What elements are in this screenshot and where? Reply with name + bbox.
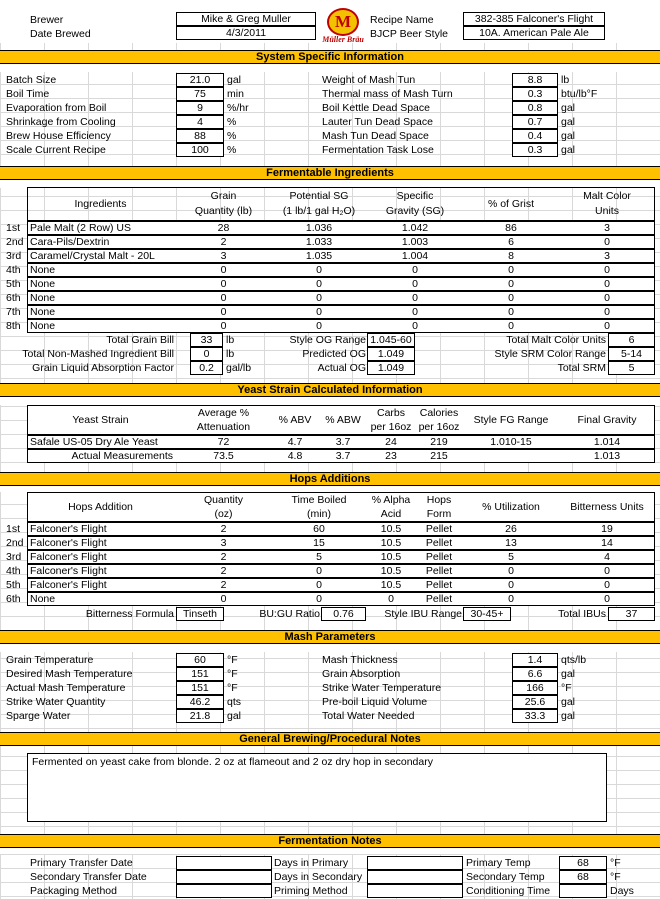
mash-unit: °F (227, 668, 238, 680)
non-mashed-unit: lb (226, 348, 235, 360)
fermentation-field[interactable]: 68 (559, 870, 607, 884)
fermentation-field[interactable] (176, 870, 272, 884)
hop-time[interactable]: 60 (313, 523, 325, 535)
actual-og-label: Actual OG (317, 362, 366, 374)
fermentable-grist: 0 (508, 306, 514, 318)
hops-section-header: Hops Additions (0, 472, 660, 486)
total-grain-label: Total Grain Bill (106, 334, 174, 346)
hop-name[interactable]: Falconer's Flight (30, 579, 107, 591)
hop-alpha[interactable]: 10.5 (380, 537, 402, 549)
col-mcu-1: Malt Color (583, 190, 631, 202)
row-ordinal: 2nd (6, 236, 24, 248)
col-hops-util: % Utilization (482, 501, 540, 513)
col-yeast-strain: Yeast Strain (72, 414, 129, 426)
mash-value-field[interactable]: 60 (176, 653, 224, 667)
mash-section-header: Mash Parameters (0, 630, 660, 644)
mash-unit: °F (561, 682, 572, 694)
formula-value[interactable]: Tinseth (176, 607, 224, 621)
mash-value-field[interactable]: 25.6 (512, 695, 558, 709)
row-ordinal: 4th (6, 565, 21, 577)
recipe-label: Recipe Name (370, 14, 434, 26)
hop-alpha[interactable]: 10.5 (380, 579, 402, 591)
yeast-cal-value: 219 (430, 436, 448, 448)
mash-value-field[interactable]: 166 (512, 681, 558, 695)
col-hops-qty-1: Quantity (203, 494, 244, 506)
srm-range-label: Style SRM Color Range (494, 348, 606, 360)
mash-value-field[interactable]: 151 (176, 667, 224, 681)
col-hops-bu: Bitterness Units (570, 501, 644, 513)
col-hops-name: Hops Addition (68, 501, 133, 513)
system-label: Brew House Efficiency (6, 130, 111, 142)
fermentation-label: Secondary Transfer Date (30, 871, 147, 883)
system-unit: gal (561, 144, 576, 156)
fermentation-unit: Days (610, 885, 634, 897)
fermentables-section-header: Fermentable Ingredients (0, 166, 660, 180)
fermentable-qty[interactable]: 0 (220, 292, 227, 304)
fermentable-mcu: 0 (604, 320, 610, 332)
fermentable-sg: 1.003 (401, 236, 429, 248)
fermentable-qty[interactable]: 28 (217, 222, 230, 234)
system-unit: % (227, 144, 237, 156)
fermentable-grist: 86 (505, 222, 517, 234)
system-unit: gal (561, 102, 576, 114)
fermentable-sg: 1.042 (401, 222, 429, 234)
yeast-carbs-value: 24 (385, 436, 397, 448)
system-section-header: System Specific Information (0, 50, 660, 64)
system-label: Mash Tun Dead Space (322, 130, 429, 142)
mash-value-field[interactable]: 151 (176, 681, 224, 695)
system-unit: %/hr (227, 102, 249, 114)
col-cal-1: Calories (419, 407, 459, 419)
mash-label: Grain Absorption (322, 668, 401, 680)
mash-unit: °F (227, 654, 238, 666)
hop-qty[interactable]: 2 (220, 551, 227, 563)
fermentable-mcu: 3 (604, 222, 610, 234)
style-label: BJCP Beer Style (370, 28, 449, 40)
hop-qty[interactable]: 0 (220, 593, 227, 605)
absorption-unit: gal/lb (226, 362, 252, 374)
hop-bu: 4 (604, 551, 610, 563)
col-hops-alpha-1: % Alpha (371, 494, 411, 506)
mash-value-field[interactable]: 46.2 (176, 695, 224, 709)
fermentable-sg: 0 (412, 264, 418, 276)
actual-att-value[interactable]: 73.5 (213, 450, 234, 462)
mash-unit: qts (227, 696, 242, 708)
col-mcu-2: Units (595, 205, 619, 217)
hop-qty[interactable]: 2 (220, 523, 227, 535)
fermentation-label: Days in Primary (274, 857, 349, 869)
hop-util: 0 (508, 579, 514, 591)
mash-label: Actual Mash Temperature (6, 682, 126, 694)
row-ordinal: 8th (6, 320, 21, 332)
fermentable-qty[interactable]: 0 (220, 320, 227, 332)
row-ordinal: 1st (6, 523, 21, 535)
hop-name[interactable]: Falconer's Flight (30, 523, 107, 535)
col-ingredients: Ingredients (74, 198, 127, 210)
fermentable-name[interactable]: None (30, 264, 56, 276)
system-value-field[interactable]: 0.3 (512, 143, 558, 157)
col-hops-time-2: (min) (307, 508, 331, 520)
brewer-field[interactable]: Mike & Greg Muller (176, 12, 316, 26)
hop-util: 26 (505, 523, 517, 535)
col-att-2: Attenuation (196, 421, 251, 433)
mcu-label: Total Malt Color Units (506, 334, 606, 346)
logo-text: Müller Bräu (322, 35, 364, 44)
hop-bu: 19 (601, 523, 613, 535)
fermentable-grist: 0 (508, 320, 514, 332)
system-value-field[interactable]: 9 (176, 101, 224, 115)
fermentation-field[interactable]: 68 (559, 856, 607, 870)
fermentable-qty[interactable]: 2 (220, 236, 227, 248)
system-unit: gal (561, 116, 576, 128)
hop-alpha[interactable]: 10.5 (380, 523, 402, 535)
col-hops-form-2: Form (426, 508, 452, 520)
fermentable-psg: 0 (316, 320, 322, 332)
fermentable-sg: 0 (412, 292, 418, 304)
ibu-range-label: Style IBU Range (384, 608, 462, 620)
total-ibu-value: 37 (608, 607, 655, 621)
actual-cal-value: 215 (430, 450, 448, 462)
hop-form[interactable]: Pellet (425, 523, 453, 535)
yeast-att-value: 72 (217, 436, 230, 448)
fermentable-mcu: 0 (604, 292, 610, 304)
fermentable-grist: 0 (508, 264, 514, 276)
hop-bu: 0 (604, 579, 610, 591)
fermentable-sg: 0 (412, 306, 418, 318)
col-hops-qty-2: (oz) (214, 508, 233, 520)
mash-label: Sparge Water (6, 710, 71, 722)
col-sg-2: Gravity (SG) (385, 205, 445, 217)
fermentable-name[interactable]: Cara-Pils/Dextrin (30, 236, 110, 248)
system-label: Fermentation Task Lose (322, 144, 434, 156)
hop-form[interactable]: Pellet (425, 551, 453, 563)
fermentable-qty[interactable]: 0 (220, 278, 227, 290)
mash-label: Strike Water Temperature (322, 682, 442, 694)
system-value-field[interactable]: 0.7 (512, 115, 558, 129)
formula-label: Bitterness Formula (85, 608, 174, 620)
fermentation-label: Secondary Temp (466, 871, 545, 883)
actual-og-value[interactable]: 1.049 (367, 361, 415, 375)
pred-og-value: 1.049 (367, 347, 415, 361)
system-label: Evaporation from Boil (6, 102, 107, 114)
hop-time[interactable]: 5 (316, 551, 322, 563)
row-ordinal: 1st (6, 222, 21, 234)
yeast-fg-value: 1.014 (593, 436, 621, 448)
system-value-field[interactable]: 75 (176, 87, 224, 101)
fermentable-name[interactable]: None (30, 320, 56, 332)
yeast-fg-range-value: 1.010-15 (490, 436, 532, 448)
fermentable-name[interactable]: None (30, 278, 56, 290)
fermentation-unit: °F (610, 871, 621, 883)
fermentable-grist: 0 (508, 292, 514, 304)
fermentation-field[interactable] (367, 856, 463, 870)
actual-abw-value: 3.7 (335, 450, 351, 462)
system-unit: % (227, 116, 237, 128)
col-grain-1: Grain (210, 190, 237, 202)
absorption-label: Grain Liquid Absorption Factor (32, 362, 174, 374)
actual-label: Actual Measurements (71, 450, 173, 462)
non-mashed-label: Total Non-Mashed Ingredient Bill (22, 348, 174, 360)
actual-carbs-value: 23 (385, 450, 397, 462)
hop-qty[interactable]: 2 (220, 565, 227, 577)
fermentation-label: Priming Method (274, 885, 348, 897)
row-ordinal: 6th (6, 593, 21, 605)
fermentable-mcu: 3 (604, 250, 610, 262)
fermentable-psg: 1.033 (305, 236, 333, 248)
system-label: Lauter Tun Dead Space (322, 116, 433, 128)
pred-og-label: Predicted OG (302, 348, 366, 360)
system-value-field[interactable]: 0.4 (512, 129, 558, 143)
system-unit: btu/lb°F (561, 88, 598, 100)
srm-range-value: 5-14 (608, 347, 655, 361)
system-value-field[interactable]: 0.8 (512, 101, 558, 115)
fermentation-field[interactable] (367, 870, 463, 884)
hop-name[interactable]: Falconer's Flight (30, 551, 107, 563)
ratio-value: 0.76 (321, 607, 366, 621)
mash-unit: gal (561, 668, 576, 680)
system-label: Scale Current Recipe (6, 144, 106, 156)
mash-label: Grain Temperature (6, 654, 94, 666)
hop-name[interactable]: Falconer's Flight (30, 537, 107, 549)
mash-label: Total Water Needed (322, 710, 415, 722)
col-fg: Final Gravity (577, 414, 637, 426)
date-field[interactable]: 4/3/2011 (176, 26, 316, 40)
fermentation-field[interactable] (367, 884, 463, 898)
fermentation-unit: °F (610, 857, 621, 869)
total-ibu-label: Total IBUs (558, 608, 606, 620)
brewery-logo: M Müller Bräu (320, 8, 366, 46)
system-value-field[interactable]: 0.3 (512, 87, 558, 101)
col-hops-alpha-2: Acid (380, 508, 402, 520)
row-ordinal: 4th (6, 264, 21, 276)
col-abw: % ABW (325, 414, 361, 426)
fermentation-field[interactable] (176, 884, 272, 898)
fermentation-label: Primary Transfer Date (30, 857, 133, 869)
system-value-field[interactable]: 88 (176, 129, 224, 143)
mash-unit: gal (561, 710, 576, 722)
system-label: Thermal mass of Mash Turn (322, 88, 453, 100)
og-range-value: 1.045-60 (367, 333, 415, 347)
system-label: Boil Time (6, 88, 50, 100)
recipe-field[interactable]: 382-385 Falconer's Flight (463, 12, 605, 26)
fermentable-psg: 1.035 (305, 250, 333, 262)
fermentation-field[interactable] (176, 856, 272, 870)
row-ordinal: 7th (6, 306, 21, 318)
mash-label: Mash Thickness (322, 654, 398, 666)
col-abv: % ABV (278, 414, 312, 426)
hop-name[interactable]: Falconer's Flight (30, 565, 107, 577)
srm-value: 5 (608, 361, 655, 375)
total-grain-value: 33 (190, 333, 223, 347)
fermentation-label: Conditioning Time (466, 885, 551, 897)
system-value-field[interactable]: 21.0 (176, 73, 224, 87)
fermentable-name[interactable]: None (30, 292, 56, 304)
srm-label: Total SRM (557, 362, 606, 374)
fermentable-mcu: 0 (604, 264, 610, 276)
hop-bu: 0 (604, 565, 610, 577)
fermentable-qty[interactable]: 3 (220, 250, 227, 262)
system-value-field[interactable]: 100 (176, 143, 224, 157)
mash-value-field[interactable]: 1.4 (512, 653, 558, 667)
non-mashed-value: 0 (190, 347, 223, 361)
hop-util: 5 (508, 551, 514, 563)
yeast-strain-value[interactable]: Safale US-05 Dry Ale Yeast (30, 436, 158, 448)
mash-unit: gal (227, 710, 242, 722)
ibu-range-value: 30-45+ (463, 607, 511, 621)
col-fg-range: Style FG Range (473, 414, 549, 426)
actual-fg-value[interactable]: 1.013 (593, 450, 621, 462)
fermentable-qty[interactable]: 0 (220, 264, 227, 276)
system-label: Batch Size (6, 74, 57, 86)
system-unit: min (227, 88, 244, 100)
fermentation-label: Packaging Method (30, 885, 117, 897)
hop-util: 13 (505, 537, 517, 549)
system-label: Weight of Mash Tun (322, 74, 416, 86)
fermentable-mcu: 0 (604, 236, 610, 248)
fermentable-psg: 1.036 (305, 222, 333, 234)
row-ordinal: 6th (6, 292, 21, 304)
fermentable-psg: 0 (316, 292, 322, 304)
mcu-value: 6 (608, 333, 655, 347)
hop-form[interactable]: Pellet (425, 565, 453, 577)
absorption-value[interactable]: 0.2 (190, 361, 223, 375)
col-psg-1: Potential SG (289, 190, 349, 202)
fermentable-name[interactable]: Caramel/Crystal Malt - 20L (30, 250, 155, 262)
fermentable-mcu: 0 (604, 306, 610, 318)
row-ordinal: 5th (6, 278, 21, 290)
fermentable-grist: 6 (508, 236, 514, 248)
system-label: Boil Kettle Dead Space (322, 102, 430, 114)
notes-section-header: General Brewing/Procedural Notes (0, 732, 660, 746)
notes-textarea[interactable]: Fermented on yeast cake from blonde. 2 oz at flameout and 2 oz dry hop in secondary (27, 753, 607, 822)
mash-value-field[interactable]: 33.3 (512, 709, 558, 723)
system-value-field[interactable]: 4 (176, 115, 224, 129)
mash-label: Desired Mash Temperature (6, 668, 133, 680)
fermentable-name[interactable]: None (30, 306, 56, 318)
style-field[interactable]: 10A. American Pale Ale (463, 26, 605, 40)
hop-form[interactable]: Pellet (425, 579, 453, 591)
fermentable-psg: 0 (316, 278, 322, 290)
col-hops-time-1: Time Boiled (291, 494, 347, 506)
system-value-field[interactable]: 8.8 (512, 73, 558, 87)
mash-unit: °F (227, 682, 238, 694)
fermentable-grist: 0 (508, 278, 514, 290)
actual-abv-value: 4.8 (287, 450, 303, 462)
col-hops-form-1: Hops (426, 494, 452, 506)
col-sg-1: Specific (396, 190, 434, 202)
fermentables-header-frame (27, 187, 655, 221)
mash-value-field[interactable]: 6.6 (512, 667, 558, 681)
mash-value-field[interactable]: 21.8 (176, 709, 224, 723)
hop-name[interactable]: None (30, 593, 56, 605)
hop-qty[interactable]: 2 (220, 579, 227, 591)
hop-alpha[interactable]: 10.5 (380, 565, 402, 577)
fermentable-name[interactable]: Pale Malt (2 Row) US (30, 222, 131, 234)
hop-time[interactable]: 15 (313, 537, 325, 549)
col-cal-2: per 16oz (418, 421, 460, 433)
system-unit: gal (561, 130, 576, 142)
hop-util: 0 (508, 565, 514, 577)
col-grist: % of Grist (487, 198, 535, 210)
date-label: Date Brewed (30, 28, 91, 40)
mash-unit: qts/lb (561, 654, 587, 666)
fermentable-grist: 8 (508, 250, 514, 262)
hop-form[interactable]: Pellet (425, 537, 453, 549)
col-att-1: Average % (197, 407, 250, 419)
yeast-section-header: Yeast Strain Calculated Information (0, 383, 660, 397)
fermentable-psg: 0 (316, 306, 322, 318)
hop-qty[interactable]: 3 (220, 537, 227, 549)
fermentation-field[interactable] (559, 884, 607, 898)
hop-time[interactable]: 0 (316, 565, 322, 577)
mash-unit: gal (561, 696, 576, 708)
fermentable-sg: 0 (412, 278, 418, 290)
system-unit: gal (227, 74, 242, 86)
hop-bu: 14 (601, 537, 613, 549)
col-psg-2: (1 lb/1 gal H₂O) (282, 205, 356, 217)
fermentable-psg: 0 (316, 264, 322, 276)
system-unit: lb (561, 74, 570, 86)
system-label: Shrinkage from Cooling (6, 116, 116, 128)
hop-bu: 0 (604, 593, 610, 605)
hop-alpha[interactable]: 0 (388, 593, 394, 605)
brewer-label: Brewer (30, 14, 64, 26)
row-ordinal: 3rd (6, 250, 22, 262)
fermentation-label: Days in Secondary (274, 871, 363, 883)
fermentable-sg: 0 (412, 320, 418, 332)
mash-label: Strike Water Quantity (6, 696, 106, 708)
fermentable-mcu: 0 (604, 278, 610, 290)
yeast-abw-value: 3.7 (335, 436, 351, 448)
row-ordinal: 5th (6, 579, 21, 591)
total-grain-unit: lb (226, 334, 235, 346)
mash-label: Pre-boil Liquid Volume (322, 696, 428, 708)
hop-time[interactable]: 0 (316, 579, 322, 591)
hop-alpha[interactable]: 10.5 (380, 551, 402, 563)
fermentation-section-header: Fermentation Notes (0, 834, 660, 848)
row-ordinal: 3rd (6, 551, 22, 563)
yeast-abv-value: 4.7 (287, 436, 303, 448)
col-carbs-1: Carbs (376, 407, 405, 419)
ratio-label: BU:GU Ratio (259, 608, 320, 620)
og-range-label: Style OG Range (289, 334, 366, 346)
fermentable-qty[interactable]: 0 (220, 306, 227, 318)
hop-form[interactable]: Pellet (425, 593, 453, 605)
fermentable-sg: 1.004 (401, 250, 429, 262)
hop-time[interactable]: 0 (316, 593, 322, 605)
hop-util: 0 (508, 593, 514, 605)
system-unit: % (227, 130, 237, 142)
row-ordinal: 2nd (6, 537, 24, 549)
col-grain-2: Quantity (lb) (194, 205, 253, 217)
fermentation-label: Primary Temp (466, 857, 531, 869)
col-carbs-2: per 16oz (370, 421, 412, 433)
